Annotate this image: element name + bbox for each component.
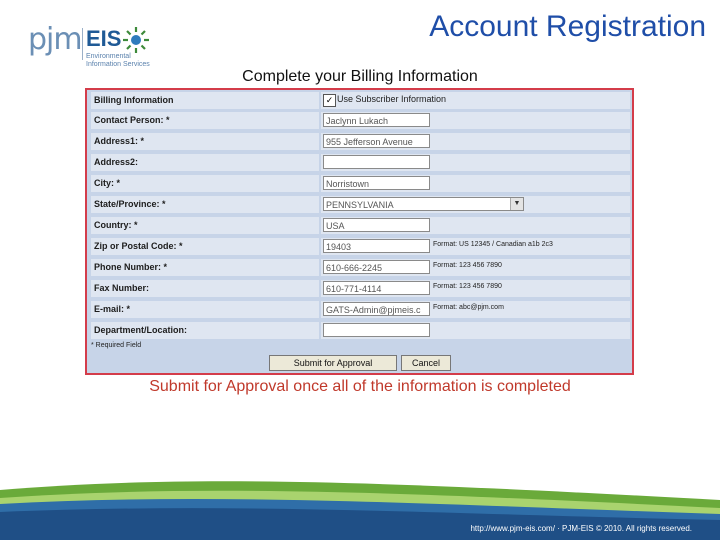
required-field-note: * Required Field xyxy=(91,342,142,349)
field-label: Address2: xyxy=(91,154,319,171)
contact-person-input[interactable]: Jaclynn Lukach xyxy=(323,113,430,127)
address2-input[interactable] xyxy=(323,155,430,169)
billing-header-label: Billing Information xyxy=(91,92,319,109)
use-subscriber-label: Use Subscriber Information xyxy=(337,94,447,104)
form-row-state xyxy=(89,194,630,214)
state-province-select[interactable]: PENNSYLVANIA ▼ xyxy=(323,197,524,211)
form-row-contact xyxy=(89,110,630,130)
billing-header-row xyxy=(89,90,630,110)
pjm-eis-logo xyxy=(28,20,168,72)
form-row-department xyxy=(89,320,630,340)
page-subtitle: Complete your Billing Information xyxy=(242,68,478,85)
zip-input[interactable]: 19403 xyxy=(323,239,430,253)
address1-input[interactable]: 955 Jefferson Avenue xyxy=(323,134,430,148)
footer-copyright: http://www.pjm-eis.com/ · PJM-EIS © 2010. All rights reserved. xyxy=(470,524,692,533)
submit-for-approval-button[interactable]: Submit for Approval xyxy=(269,355,397,371)
billing-form xyxy=(85,88,634,375)
form-row-city xyxy=(89,173,630,193)
form-row-address2 xyxy=(89,152,630,172)
email-format-hint: Format: abc@pjm.com xyxy=(433,304,504,311)
field-label: Phone Number: * xyxy=(91,259,319,276)
fax-format-hint: Format: 123 456 7890 xyxy=(433,283,502,290)
form-row-address1 xyxy=(89,131,630,151)
field-label: Address1: * xyxy=(91,133,319,150)
form-row-country xyxy=(89,215,630,235)
field-label: Zip or Postal Code: * xyxy=(91,238,319,255)
city-input[interactable]: Norristown xyxy=(323,176,430,190)
field-label: Contact Person: * xyxy=(91,112,319,129)
logo-divider xyxy=(82,28,83,60)
use-subscriber-checkbox[interactable]: ✓ xyxy=(323,94,336,107)
fax-input[interactable]: 610-771-4114 xyxy=(323,281,430,295)
sunburst-icon xyxy=(122,26,150,54)
email-input[interactable]: GATS-Admin@pjmeis.c xyxy=(323,302,430,316)
instruction-note: Submit for Approval once all of the information is completed xyxy=(149,378,571,395)
form-row-email xyxy=(89,299,630,319)
logo-tagline: Environmental Information Services xyxy=(86,53,150,68)
field-label: Fax Number: xyxy=(91,280,319,297)
country-input[interactable]: USA xyxy=(323,218,430,232)
field-label: State/Province: * xyxy=(91,196,319,213)
department-input[interactable] xyxy=(323,323,430,337)
logo-product: EIS xyxy=(86,26,122,51)
cancel-button[interactable]: Cancel xyxy=(401,355,451,371)
page-title: Account Registration xyxy=(429,10,706,43)
phone-input[interactable]: 610-666-2245 xyxy=(323,260,430,274)
zip-format-hint: Format: US 12345 / Canadian a1b 2c3 xyxy=(433,241,553,248)
field-label: E-mail: * xyxy=(91,301,319,318)
field-label: City: * xyxy=(91,175,319,192)
form-row-fax xyxy=(89,278,630,298)
field-label: Country: * xyxy=(91,217,319,234)
logo-brand: pjm xyxy=(28,22,82,57)
form-row-zip xyxy=(89,236,630,256)
phone-format-hint: Format: 123 456 7890 xyxy=(433,262,502,269)
chevron-down-icon[interactable]: ▼ xyxy=(510,198,523,210)
form-row-phone xyxy=(89,257,630,277)
field-label: Department/Location: xyxy=(91,322,319,339)
